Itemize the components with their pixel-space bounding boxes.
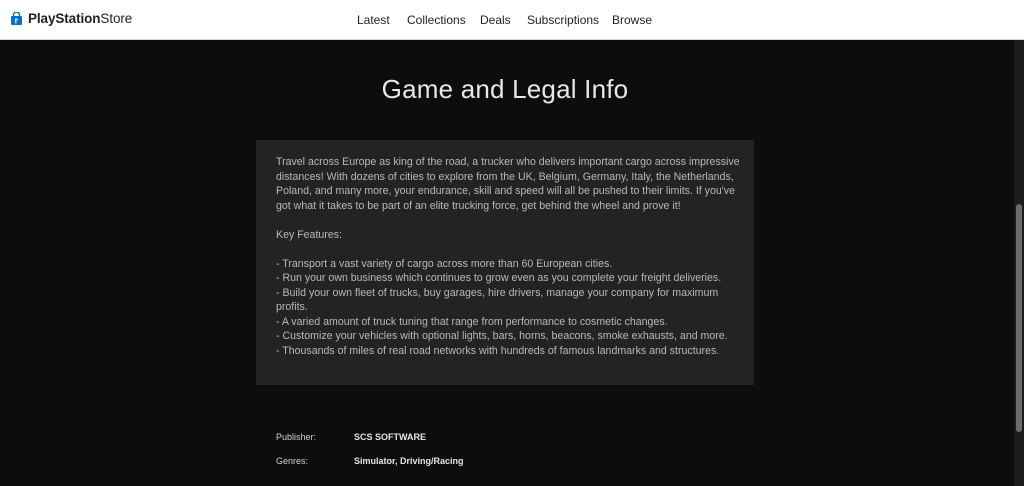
nav-browse[interactable]: Browse: [612, 13, 653, 27]
logo-brand-text: PlayStation: [28, 11, 101, 26]
publisher-value: SCS SOFTWARE: [354, 432, 427, 442]
genres-label: Genres:: [276, 456, 309, 466]
feature-item: - Thousands of miles of real road networks with hundreds of famous landmarks and structures.: [276, 344, 720, 357]
scrollbar-thumb[interactable]: [1016, 204, 1022, 432]
description-intro: Travel across Europe as king of the road, a trucker who delivers important cargo across impressive distances! With dozens of cities to explore from the UK, Belgium, Germany, Italy, the Netherlands, Poland, and many more, your endurance, skill and speed will all be pushed to their limits. If you've got what it takes to be part of an elite trucking force, get behind the wheel and prove it!: [276, 156, 740, 212]
feature-item: - A varied amount of truck tuning that range from performance to cosmetic changes.: [276, 315, 668, 328]
paragraph-spacer: [276, 213, 740, 228]
genres-value: Simulator, Driving/Racing: [354, 456, 464, 466]
feature-item: - Build your own fleet of trucks, buy garages, hire drivers, manage your company for maximum profits.: [276, 286, 719, 313]
top-nav-bar: [0, 0, 1024, 40]
page-title: Game and Legal Info: [381, 74, 629, 104]
features-heading: Key Features:: [276, 228, 342, 241]
game-description-box: [256, 140, 754, 385]
feature-item: - Run your own business which continues to grow even as you complete your freight deliveries.: [276, 272, 722, 284]
page-scrollbar[interactable]: [1014, 40, 1024, 486]
main-nav: [0, 13, 1024, 29]
nav-subscriptions[interactable]: Subscriptions: [527, 13, 600, 27]
publisher-label: Publisher:: [276, 432, 317, 442]
feature-item: - Transport a vast variety of cargo across more than 60 European cities.: [276, 257, 613, 270]
paragraph-spacer: [276, 242, 740, 257]
logo-store-text: Store: [100, 11, 133, 26]
nav-latest[interactable]: Latest: [357, 13, 390, 27]
nav-collections[interactable]: Collections: [407, 13, 466, 27]
nav-deals[interactable]: Deals: [480, 13, 511, 27]
feature-item: - Customize your vehicles with optional lights, bars, horns, beacons, smoke exhausts, and more.: [276, 330, 728, 342]
